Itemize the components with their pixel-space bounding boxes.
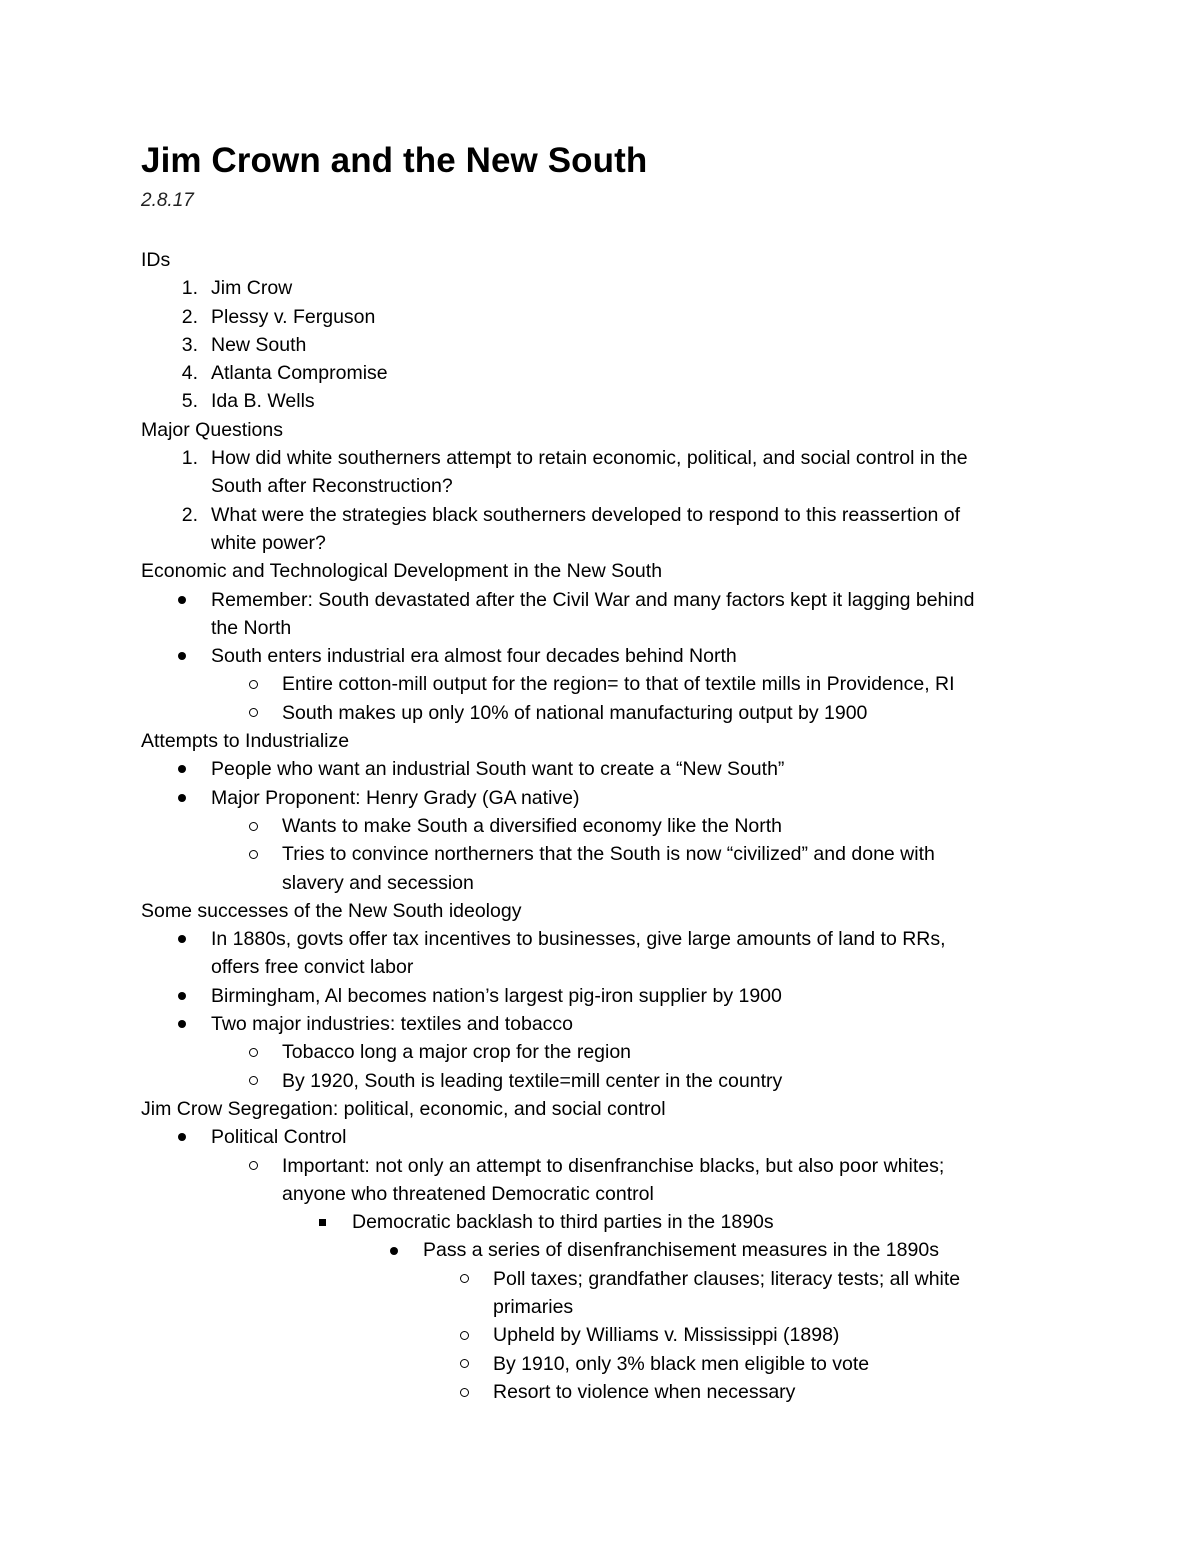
bullet-continuation: anyone who threatened Democratic control xyxy=(282,1182,654,1205)
bullet-disc-icon xyxy=(178,1010,186,1038)
list-item xyxy=(141,331,1071,359)
bullet-disc-icon xyxy=(178,1123,186,1151)
bullet-text: Remember: South devastated after the Civil War and many factors kept it lagging behind xyxy=(211,588,975,611)
bullet-text: Pass a series of disenfranchisement measures in the 1890s xyxy=(423,1239,939,1262)
sub-sub-bullet-item xyxy=(141,1208,1071,1236)
document-page xyxy=(141,140,1071,1406)
bullet-text: Resort to violence when necessary xyxy=(493,1380,796,1403)
section-heading-jim-crow: Jim Crow Segregation: political, economic, and social control xyxy=(141,1097,666,1120)
list-item xyxy=(141,359,1071,387)
document-title: Jim Crown and the New South xyxy=(141,141,648,180)
bullet-item xyxy=(141,1123,1071,1151)
bullet-disc-icon xyxy=(178,642,186,670)
list-number: 1. xyxy=(181,447,198,470)
list-number: 5. xyxy=(181,390,198,413)
sub-bullet-item xyxy=(141,840,1071,868)
bullet-disc-icon xyxy=(178,755,186,783)
bullet-item xyxy=(141,925,1071,953)
section-heading-economic: Economic and Technological Development in the New South xyxy=(141,560,663,583)
level5-bullet-item xyxy=(141,1321,1071,1349)
bullet-circle-icon xyxy=(249,1152,258,1180)
list-item xyxy=(141,444,1071,472)
sub-bullet-item xyxy=(141,1067,1071,1095)
list-number: 4. xyxy=(181,362,198,385)
bullet-circle-icon xyxy=(460,1321,469,1349)
spacer xyxy=(141,212,1071,246)
bullet-circle-icon xyxy=(249,1067,258,1095)
bullet-text: Two major industries: textiles and tobacco xyxy=(211,1013,574,1036)
bullet-text: Birmingham, Al becomes nation’s largest pig-iron supplier by 1900 xyxy=(211,984,782,1007)
list-item-text: How did white southerners attempt to retain economic, political, and social control in the xyxy=(211,447,968,470)
bullet-text: Important: not only an attempt to disenfranchise blacks, but also poor whites; xyxy=(282,1154,945,1177)
bullet-circle-icon xyxy=(249,840,258,868)
bullet-text: Major Proponent: Henry Grady (GA native) xyxy=(211,786,580,809)
bullet-circle-icon xyxy=(460,1265,469,1293)
bullet-circle-icon xyxy=(460,1350,469,1378)
list-item xyxy=(141,303,1071,331)
list-item-text: What were the strategies black southerners developed to respond to this reassertion of xyxy=(211,503,960,526)
bullet-text: By 1910, only 3% black men eligible to vote xyxy=(493,1352,870,1375)
sub-bullet-item xyxy=(141,699,1071,727)
list-item-text: New South xyxy=(211,333,307,356)
bullet-continuation: the North xyxy=(211,616,292,639)
bullet-circle-icon xyxy=(249,670,258,698)
section-heading-industrialize: Attempts to Industrialize xyxy=(141,730,350,753)
section-heading-successes: Some successes of the New South ideology xyxy=(141,899,522,922)
bullet-text: People who want an industrial South want to create a “New South” xyxy=(211,758,785,781)
bullet-text: South enters industrial era almost four decades behind North xyxy=(211,645,737,668)
bullet-text: Tobacco long a major crop for the region xyxy=(282,1041,632,1064)
bullet-item xyxy=(141,586,1071,614)
bullet-disc-icon xyxy=(178,925,186,953)
bullet-circle-icon xyxy=(460,1378,469,1406)
bullet-text: Entire cotton-mill output for the region= to that of textile mills in Providence, RI xyxy=(282,673,955,696)
sub-bullet-item xyxy=(141,1152,1071,1180)
list-item-text: Plessy v. Ferguson xyxy=(211,305,376,328)
list-item-text: Ida B. Wells xyxy=(211,390,315,413)
bullet-circle-icon xyxy=(249,1038,258,1066)
bullet-disc-icon xyxy=(178,586,186,614)
list-item-continuation: white power? xyxy=(211,531,326,554)
list-number: 3. xyxy=(181,333,198,356)
bullet-disc-icon xyxy=(178,982,186,1010)
list-number: 2. xyxy=(181,503,198,526)
sub-bullet-item xyxy=(141,670,1071,698)
list-item xyxy=(141,387,1071,415)
bullet-text: Wants to make South a diversified economy like the North xyxy=(282,814,783,837)
list-item-continuation: South after Reconstruction? xyxy=(211,475,453,498)
list-item xyxy=(141,274,1071,302)
sub-bullet-item xyxy=(141,812,1071,840)
bullet-text: In 1880s, govts offer tax incentives to businesses, give large amounts of land to RRs, xyxy=(211,928,946,951)
bullet-text: By 1920, South is leading textile=mill center in the country xyxy=(282,1069,783,1092)
bullet-item xyxy=(141,784,1071,812)
list-item-text: Atlanta Compromise xyxy=(211,362,388,385)
sub-bullet-item xyxy=(141,1038,1071,1066)
bullet-continuation: offers free convict labor xyxy=(211,956,414,979)
bullet-circle-icon xyxy=(249,812,258,840)
list-number: 1. xyxy=(181,277,198,300)
bullet-item xyxy=(141,982,1071,1010)
bullet-disc-icon xyxy=(390,1236,398,1264)
level5-bullet-item xyxy=(141,1378,1071,1406)
level4-bullet-item xyxy=(141,1236,1071,1264)
bullet-text: South makes up only 10% of national manufacturing output by 1900 xyxy=(282,701,868,724)
list-number: 2. xyxy=(181,305,198,328)
bullet-item xyxy=(141,1010,1071,1038)
bullet-text: Poll taxes; grandfather clauses; literacy tests; all white xyxy=(493,1267,961,1290)
bullet-continuation: primaries xyxy=(493,1295,574,1318)
bullet-item xyxy=(141,642,1071,670)
level5-bullet-item xyxy=(141,1265,1071,1293)
list-item xyxy=(141,501,1071,529)
section-heading-questions: Major Questions xyxy=(141,418,283,441)
bullet-continuation: slavery and secession xyxy=(282,871,474,894)
bullet-text: Upheld by Williams v. Mississippi (1898) xyxy=(493,1324,840,1347)
section-heading-ids: IDs xyxy=(141,249,171,271)
list-item-text: Jim Crow xyxy=(211,277,293,300)
bullet-circle-icon xyxy=(249,699,258,727)
bullet-text: Political Control xyxy=(211,1126,347,1149)
level5-bullet-item xyxy=(141,1350,1071,1378)
document-date: 2.8.17 xyxy=(141,190,194,211)
bullet-text: Democratic backlash to third parties in the 1890s xyxy=(352,1211,774,1234)
bullet-item xyxy=(141,755,1071,783)
bullet-text: Tries to convince northerners that the South is now “civilized” and done with xyxy=(282,843,935,866)
bullet-square-icon xyxy=(319,1208,326,1236)
bullet-disc-icon xyxy=(178,784,186,812)
